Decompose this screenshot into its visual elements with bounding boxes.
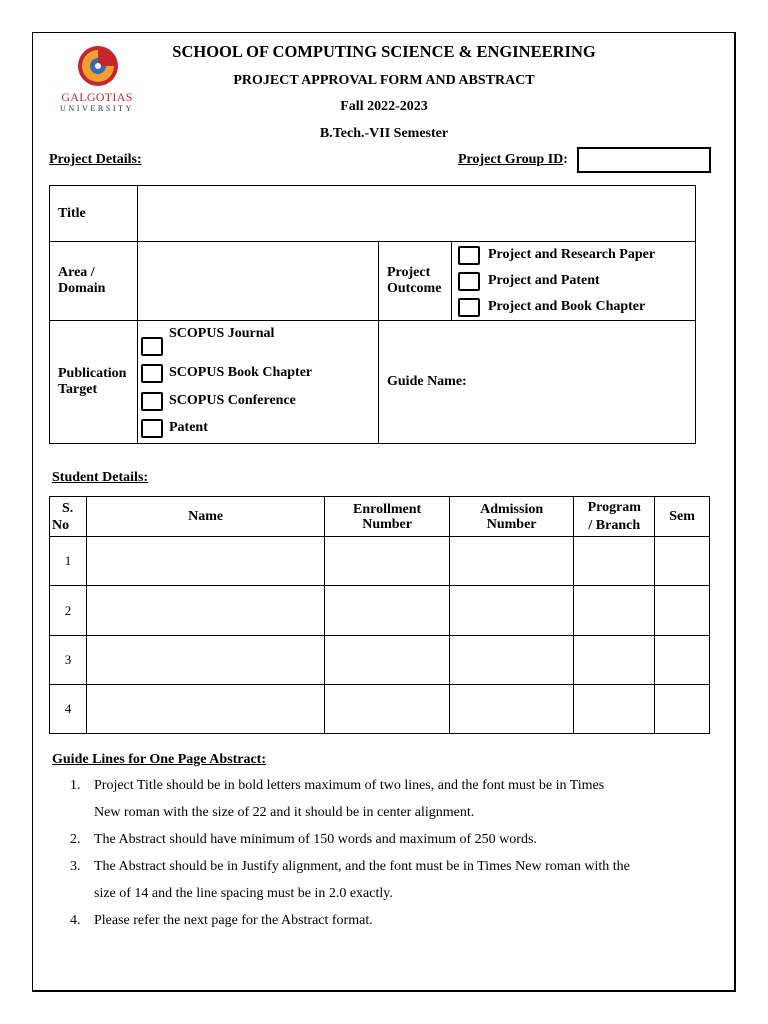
- outcome-option-book-chapter[interactable]: Project and Book Chapter: [452, 294, 695, 320]
- col-header-admission: Admission Number: [449, 497, 574, 537]
- table-row: [50, 685, 710, 734]
- program-cell[interactable]: [574, 586, 655, 636]
- list-item: 1. Project Title should be in bold letters maximum of two lines, and the font must be in Times New roman with the size of 22 and it should be in center alignment.: [70, 778, 605, 820]
- checkbox[interactable]: [141, 364, 163, 383]
- checkbox[interactable]: [141, 392, 163, 411]
- term: Fall 2022-2023: [340, 99, 428, 114]
- admission-cell[interactable]: [449, 586, 574, 636]
- sem-cell[interactable]: [655, 537, 710, 586]
- col-header-sem: Sem: [655, 497, 710, 537]
- enrollment-cell[interactable]: [325, 586, 450, 636]
- table-row: [50, 636, 710, 685]
- name-cell[interactable]: [86, 636, 324, 685]
- project-outcome-label: Project Outcome: [379, 242, 452, 321]
- program-cell[interactable]: [574, 537, 655, 586]
- col-header-program: Program / Branch: [574, 497, 655, 537]
- logo-name: GALGOTIAS: [61, 90, 133, 104]
- name-cell[interactable]: [86, 537, 324, 586]
- checkbox[interactable]: [141, 337, 163, 356]
- guidelines-heading: Guide Lines for One Page Abstract:: [52, 752, 267, 767]
- enrollment-cell[interactable]: [325, 636, 450, 685]
- area-domain-label: Area / Domain: [50, 242, 138, 321]
- publication-option-patent[interactable]: Patent: [138, 414, 378, 442]
- area-domain-field[interactable]: [138, 242, 379, 321]
- title-label: Title: [50, 186, 138, 242]
- project-outcome-options: [452, 242, 696, 321]
- checkbox[interactable]: [141, 419, 163, 438]
- enrollment-cell[interactable]: [325, 537, 450, 586]
- table-row: [50, 537, 710, 586]
- guide-name-field[interactable]: [379, 321, 696, 444]
- guide-name-label: Guide Name:: [387, 374, 467, 389]
- sem-cell[interactable]: [655, 685, 710, 734]
- col-header-name: Name: [86, 497, 324, 537]
- student-details-table: [49, 496, 710, 734]
- row-number: 3: [50, 636, 87, 685]
- form-title: PROJECT APPROVAL FORM AND ABSTRACT: [233, 73, 535, 88]
- sem-cell[interactable]: [655, 586, 710, 636]
- checkbox[interactable]: [458, 272, 480, 291]
- checkbox[interactable]: [458, 298, 480, 317]
- publication-option-scopus-conference[interactable]: SCOPUS Conference: [138, 388, 378, 414]
- col-header-enrollment: Enrollment Number: [325, 497, 450, 537]
- checkbox[interactable]: [458, 246, 480, 265]
- publication-target-label: Publication Target: [50, 321, 138, 444]
- list-item: 4. Please refer the next page for the Abstract format.: [70, 913, 373, 928]
- list-item: 2. The Abstract should have minimum of 150 words and maximum of 250 words.: [70, 832, 537, 847]
- publication-target-options: [138, 321, 379, 444]
- student-details-heading: Student Details:: [52, 470, 149, 485]
- program-cell[interactable]: [574, 685, 655, 734]
- project-details-heading: Project Details:: [49, 152, 142, 167]
- program-semester: B.Tech.-VII Semester: [319, 126, 449, 141]
- project-details-table: [49, 185, 696, 444]
- title-field[interactable]: [138, 186, 696, 242]
- publication-option-scopus-journal[interactable]: SCOPUS Journal: [138, 322, 378, 358]
- outcome-option-research-paper[interactable]: Project and Research Paper: [452, 242, 695, 268]
- logo-subtitle: UNIVERSITY: [60, 104, 134, 113]
- list-item: 3. The Abstract should be in Justify alignment, and the font must be in Times New roman with the size of 14 and the line spacing must be in 2.0 exactly.: [70, 859, 630, 901]
- admission-cell[interactable]: [449, 537, 574, 586]
- name-cell[interactable]: [86, 685, 324, 734]
- project-group-id-label: Project Group ID:: [458, 152, 568, 167]
- row-number: 1: [50, 537, 87, 586]
- admission-cell[interactable]: [449, 685, 574, 734]
- publication-option-scopus-book-chapter[interactable]: SCOPUS Book Chapter: [138, 358, 378, 388]
- outcome-option-patent[interactable]: Project and Patent: [452, 268, 695, 294]
- table-row: [50, 586, 710, 636]
- name-cell[interactable]: [86, 586, 324, 636]
- sem-cell[interactable]: [655, 636, 710, 685]
- row-number: 2: [50, 586, 87, 636]
- admission-cell[interactable]: [449, 636, 574, 685]
- enrollment-cell[interactable]: [325, 685, 450, 734]
- col-header-sno: S. No: [50, 497, 87, 537]
- guidelines-list: [70, 772, 690, 934]
- project-group-id-field[interactable]: [577, 147, 711, 173]
- program-cell[interactable]: [574, 636, 655, 685]
- row-number: 4: [50, 685, 87, 734]
- school-heading: SCHOOL OF COMPUTING SCIENCE & ENGINEERING: [172, 42, 596, 61]
